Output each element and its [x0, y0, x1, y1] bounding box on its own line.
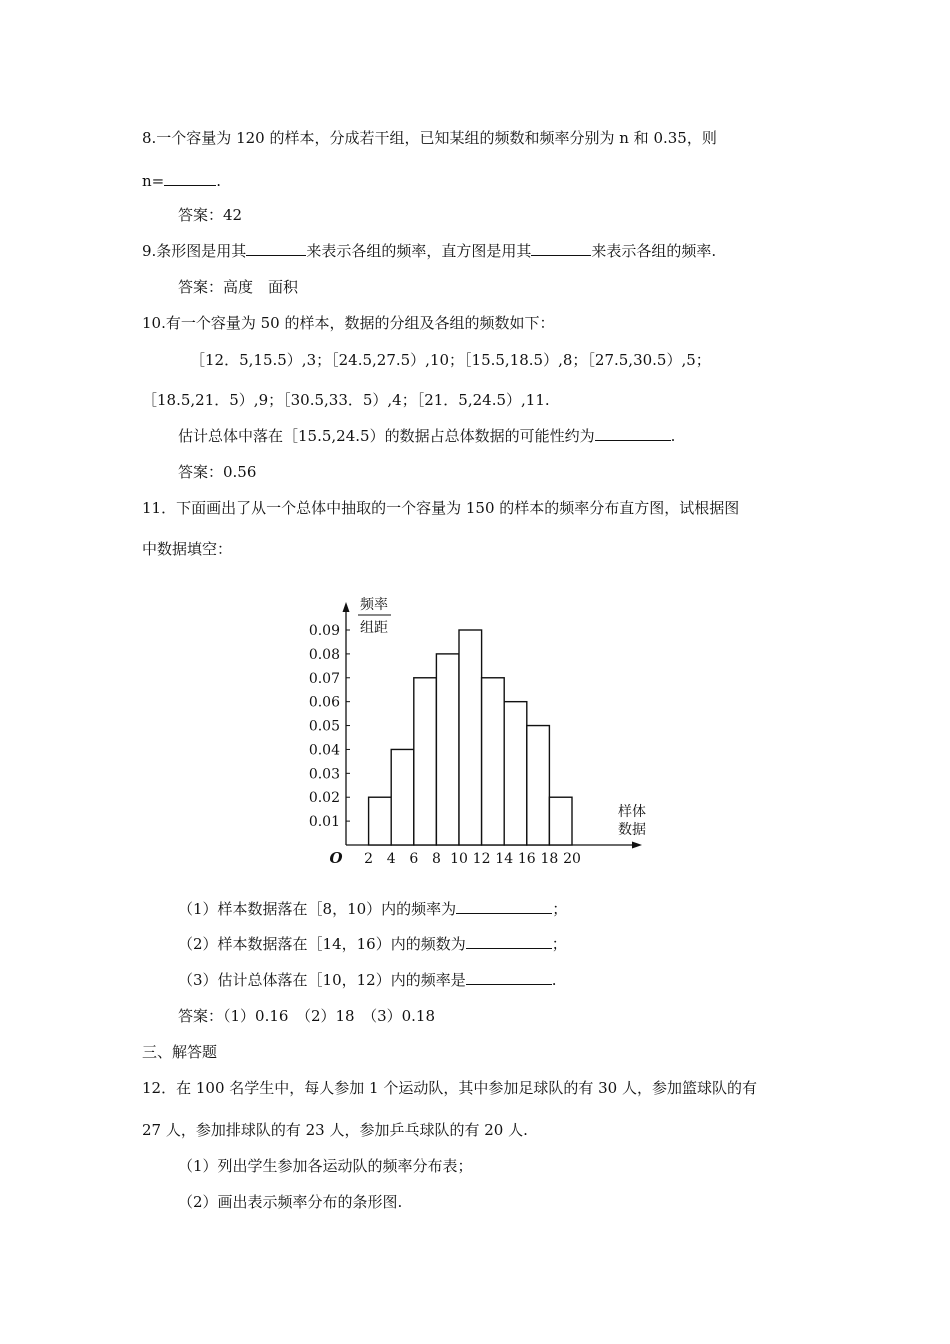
q10-answer-blank: [595, 426, 671, 441]
q10-answer: 答案：0.56: [178, 463, 257, 481]
x-tick-label: 6: [409, 851, 419, 867]
x-axis-label-top: 样体: [618, 804, 646, 820]
histogram-bar: [459, 630, 482, 845]
q12-line2: 27 人，参加排球队的有 23 人，参加乒乓球队的有 20 人.: [142, 1121, 528, 1139]
y-tick-label: 0.04: [308, 742, 340, 759]
histogram-bar: [527, 726, 550, 845]
y-axis-arrow: [343, 602, 350, 612]
y-axis-label-top: 频率: [360, 597, 388, 613]
y-tick-label: 0.08: [308, 646, 340, 663]
q8-line2-prefix: n=: [142, 172, 165, 190]
y-tick-label: 0.07: [308, 670, 340, 687]
q11-sub1-prefix: （1）样本数据落在［8，10）内的频率为: [178, 900, 457, 918]
q11-sub3-blank: [466, 970, 552, 985]
x-tick-label: 4: [386, 851, 396, 867]
y-tick-label: 0.03: [308, 766, 340, 783]
x-tick-label: 10: [450, 851, 468, 867]
q11-sub3-suffix: .: [551, 971, 557, 989]
q9-part2: 来表示各组的频率，直方图是用其: [306, 242, 532, 260]
q11-sub3-prefix: （3）估计总体落在［10，12）内的频率是: [178, 971, 466, 989]
y-tick-label: 0.06: [308, 694, 340, 711]
q10-line2: ［12．5,15.5）,3；［24.5,27.5）,10；［15.5,18.5）,8；［27.5,30.5）,5；: [190, 351, 711, 369]
y-tick-label: 0.09: [308, 623, 340, 639]
x-tick-label: 14: [495, 851, 514, 867]
y-tick-label: 0.01: [308, 814, 340, 831]
chart-bars: [369, 630, 572, 845]
origin-label: O: [329, 849, 343, 867]
q8-answer-blank: [164, 171, 216, 186]
x-tick-label: 16: [517, 851, 536, 867]
q11-answer: 答案：（1）0.16 （2）18 （3）0.18: [178, 1007, 436, 1025]
q11-sub1-suffix: ；: [552, 900, 568, 918]
q9-blank-2: [531, 241, 591, 256]
y-tick-label: 0.05: [308, 718, 340, 735]
q12-sub2: （2）画出表示频率分布的条形图.: [178, 1193, 403, 1211]
x-tick-label: 12: [472, 851, 491, 867]
q10-line3: ［18.5,21．5）,9；［30.5,33．5）,4；［21．5,24.5）,11.: [142, 391, 550, 409]
histogram-bar: [369, 797, 392, 845]
y-tick-label: 0.02: [308, 790, 340, 807]
histogram-bar: [414, 678, 437, 845]
q11-sub1: [178, 899, 567, 919]
q11-sub3: [178, 970, 557, 990]
y-axis-label-bottom: 组距: [360, 620, 388, 636]
histogram-chart: [290, 590, 660, 870]
q11-sub2-prefix: （2）样本数据落在［14，16）内的频数为: [178, 935, 466, 953]
x-axis-label-bottom: 数据: [618, 822, 646, 838]
section-heading: 三、解答题: [142, 1043, 218, 1061]
q10-line1: 10.有一个容量为 50 的样本，数据的分组及各组的频数如下：: [142, 314, 555, 332]
q12-line1: 12．在 100 名学生中，每人参加 1 个运动队，其中参加足球队的有 30 人，参加篮球队的有: [142, 1079, 757, 1097]
histogram-bar: [549, 797, 572, 845]
x-tick-label: 18: [540, 851, 559, 867]
x-tick-label: 20: [563, 851, 581, 867]
histogram-bar: [436, 654, 459, 845]
q9-answer: 答案：高度 面积: [178, 278, 299, 296]
q8-line1: 8.一个容量为 120 的样本，分成若干组，已知某组的频数和频率分别为 n 和 0.35，则: [142, 129, 717, 147]
q11-sub2-blank: [466, 934, 552, 949]
histogram-bar: [482, 678, 505, 845]
histogram-bar: [391, 749, 414, 845]
x-tick-label: 2: [364, 851, 374, 867]
q9-part1: 9.条形图是用其: [142, 242, 247, 260]
q11-line2: 中数据填空：: [142, 540, 233, 558]
q11-sub2: [178, 934, 567, 954]
x-axis-arrow: [632, 842, 642, 849]
q9-line: [142, 241, 716, 261]
q9-part3: 来表示各组的频率.: [591, 242, 717, 260]
q10-line4-suffix: .: [670, 427, 676, 445]
q8-line2-suffix: .: [216, 172, 222, 190]
q11-line1: 11．下面画出了从一个总体中抽取的一个容量为 150 的样本的频率分布直方图，试根据图: [142, 499, 740, 517]
q10-line4-prefix: 估计总体中落在［15.5,24.5）的数据占总体数据的可能性约为: [178, 427, 595, 445]
q11-sub2-suffix: ；: [551, 935, 567, 953]
histogram-bar: [504, 702, 527, 845]
x-tick-label: 8: [431, 851, 441, 867]
q11-sub1-blank: [456, 899, 552, 914]
q9-blank-1: [246, 241, 306, 256]
q12-sub1: （1）列出学生参加各运动队的频率分布表；: [178, 1157, 473, 1175]
q8-answer: 答案：42: [178, 206, 243, 224]
q8-line2: [142, 171, 221, 191]
q10-line4: [178, 426, 675, 446]
